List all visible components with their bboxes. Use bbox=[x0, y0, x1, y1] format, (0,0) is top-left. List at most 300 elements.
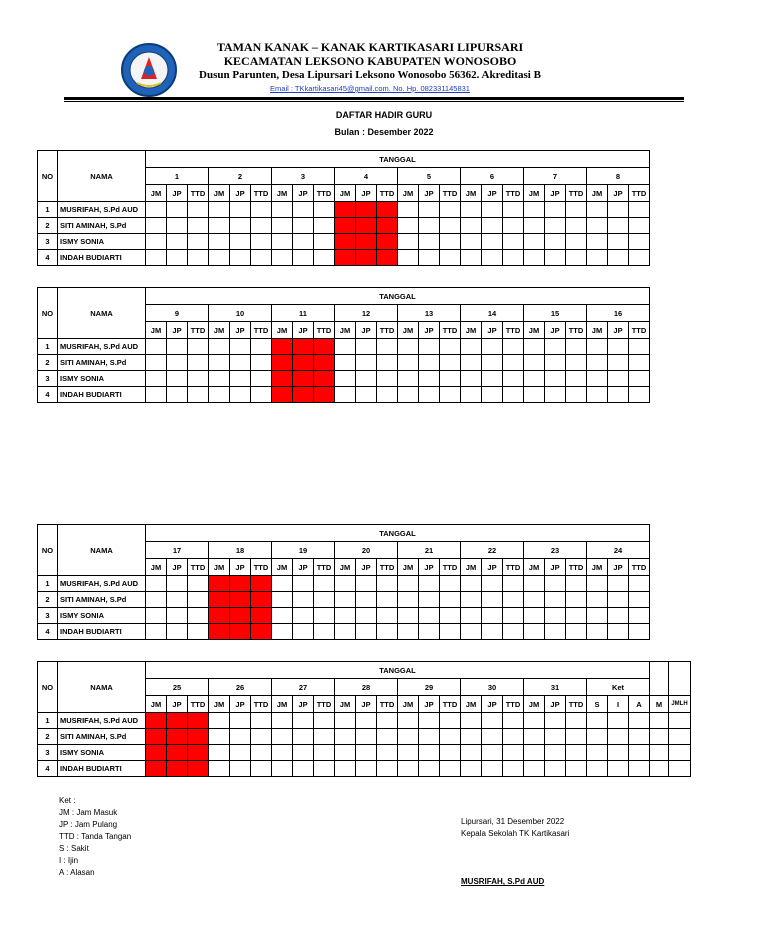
tanggal-header: TANGGAL bbox=[146, 288, 650, 305]
attendance-cell bbox=[545, 624, 566, 640]
subcolumn-label: JM bbox=[461, 559, 482, 576]
subcolumn-label: JP bbox=[230, 559, 251, 576]
attendance-cell bbox=[251, 729, 272, 745]
subcolumn-label: JP bbox=[167, 185, 188, 202]
subcolumn-label: JP bbox=[356, 322, 377, 339]
attendance-cell bbox=[356, 713, 377, 729]
subcolumn-label: JM bbox=[209, 185, 230, 202]
attendance-cell bbox=[167, 371, 188, 387]
attendance-cell bbox=[419, 387, 440, 403]
attendance-cell bbox=[482, 624, 503, 640]
attendance-cell bbox=[272, 745, 293, 761]
teacher-name: MUSRIFAH, S.Pd AUD bbox=[58, 713, 146, 729]
day-number: 15 bbox=[524, 305, 587, 322]
jmlh-header-top bbox=[669, 662, 691, 696]
day-number: 30 bbox=[461, 679, 524, 696]
attendance-cell bbox=[167, 202, 188, 218]
teacher-no: 3 bbox=[38, 608, 58, 624]
subcolumn-label: JP bbox=[167, 696, 188, 713]
attendance-cell bbox=[587, 592, 608, 608]
document-title: DAFTAR HADIR GURU bbox=[335, 110, 433, 120]
attendance-cell bbox=[461, 371, 482, 387]
legend-heading: Ket : bbox=[59, 796, 76, 805]
subcolumn-label: JM bbox=[524, 696, 545, 713]
subcolumn-label: TTD bbox=[566, 322, 587, 339]
subcolumn-label: JM bbox=[587, 185, 608, 202]
holiday-cell bbox=[251, 608, 272, 624]
teacher-name: SITI AMINAH, S.Pd bbox=[58, 592, 146, 608]
attendance-cell bbox=[188, 371, 209, 387]
subcolumn-label: JP bbox=[167, 322, 188, 339]
holiday-cell bbox=[188, 713, 209, 729]
attendance-cell bbox=[209, 218, 230, 234]
attendance-cell bbox=[608, 576, 629, 592]
attendance-cell bbox=[167, 387, 188, 403]
attendance-cell bbox=[356, 729, 377, 745]
holiday-cell bbox=[209, 592, 230, 608]
attendance-cell bbox=[167, 592, 188, 608]
attendance-cell bbox=[419, 234, 440, 250]
holiday-cell bbox=[188, 745, 209, 761]
tanggal-header: TANGGAL bbox=[146, 525, 650, 542]
attendance-cell bbox=[146, 250, 167, 266]
holiday-cell bbox=[209, 624, 230, 640]
attendance-cell bbox=[566, 250, 587, 266]
subcolumn-label: TTD bbox=[503, 185, 524, 202]
attendance-cell bbox=[608, 202, 629, 218]
subcolumn-label: JM bbox=[587, 322, 608, 339]
holiday-cell bbox=[146, 761, 167, 777]
attendance-cell bbox=[146, 339, 167, 355]
attendance-cell bbox=[566, 218, 587, 234]
subcolumn-label: JM bbox=[272, 185, 293, 202]
ket-subcolumn-label: A bbox=[629, 696, 650, 713]
summary-cell bbox=[650, 713, 669, 729]
attendance-cell bbox=[482, 608, 503, 624]
attendance-cell bbox=[524, 339, 545, 355]
subcolumn-label: TTD bbox=[188, 559, 209, 576]
attendance-cell bbox=[314, 202, 335, 218]
attendance-table bbox=[37, 524, 650, 640]
summary-cell bbox=[587, 745, 608, 761]
attendance-cell bbox=[524, 608, 545, 624]
subcolumn-label: JM bbox=[146, 696, 167, 713]
holiday-cell bbox=[356, 250, 377, 266]
attendance-cell bbox=[545, 608, 566, 624]
attendance-cell bbox=[167, 576, 188, 592]
attendance-cell bbox=[146, 371, 167, 387]
attendance-cell bbox=[167, 250, 188, 266]
attendance-cell bbox=[167, 608, 188, 624]
attendance-cell bbox=[335, 624, 356, 640]
attendance-cell bbox=[419, 729, 440, 745]
attendance-cell bbox=[629, 355, 650, 371]
subcolumn-label: JP bbox=[608, 185, 629, 202]
day-number: 8 bbox=[587, 168, 650, 185]
holiday-cell bbox=[356, 202, 377, 218]
no-header: NO bbox=[38, 151, 58, 202]
attendance-cell bbox=[398, 355, 419, 371]
attendance-cell bbox=[503, 250, 524, 266]
teacher-no: 2 bbox=[38, 218, 58, 234]
holiday-cell bbox=[146, 745, 167, 761]
attendance-cell bbox=[188, 339, 209, 355]
attendance-cell bbox=[461, 234, 482, 250]
attendance-cell bbox=[440, 387, 461, 403]
attendance-cell bbox=[629, 624, 650, 640]
teacher-no: 2 bbox=[38, 355, 58, 371]
attendance-cell bbox=[251, 371, 272, 387]
attendance-cell bbox=[398, 745, 419, 761]
attendance-cell bbox=[209, 339, 230, 355]
attendance-cell bbox=[461, 218, 482, 234]
subcolumn-label: TTD bbox=[440, 185, 461, 202]
attendance-cell bbox=[440, 355, 461, 371]
attendance-cell bbox=[482, 576, 503, 592]
attendance-cell bbox=[377, 624, 398, 640]
tanggal-header: TANGGAL bbox=[146, 151, 650, 168]
attendance-cell bbox=[335, 745, 356, 761]
attendance-cell bbox=[440, 761, 461, 777]
attendance-cell bbox=[335, 729, 356, 745]
subcolumn-label: JP bbox=[545, 559, 566, 576]
attendance-cell bbox=[524, 624, 545, 640]
teacher-no: 3 bbox=[38, 234, 58, 250]
attendance-cell bbox=[419, 576, 440, 592]
attendance-cell bbox=[587, 608, 608, 624]
attendance-cell bbox=[587, 624, 608, 640]
attendance-cell bbox=[482, 234, 503, 250]
attendance-cell bbox=[566, 608, 587, 624]
day-number: 17 bbox=[146, 542, 209, 559]
day-number: 29 bbox=[398, 679, 461, 696]
attendance-cell bbox=[398, 624, 419, 640]
subcolumn-label: JM bbox=[524, 559, 545, 576]
attendance-cell bbox=[419, 608, 440, 624]
m-header-top bbox=[650, 662, 669, 696]
attendance-cell bbox=[503, 576, 524, 592]
day-number: 10 bbox=[209, 305, 272, 322]
attendance-cell bbox=[503, 355, 524, 371]
attendance-cell bbox=[482, 339, 503, 355]
attendance-cell bbox=[293, 745, 314, 761]
attendance-cell bbox=[482, 218, 503, 234]
subcolumn-label: JM bbox=[272, 559, 293, 576]
subcolumn-label: TTD bbox=[629, 322, 650, 339]
subcolumn-label: JP bbox=[419, 185, 440, 202]
teacher-no: 4 bbox=[38, 761, 58, 777]
attendance-cell bbox=[629, 608, 650, 624]
attendance-cell bbox=[524, 729, 545, 745]
attendance-cell bbox=[566, 592, 587, 608]
signature-name: MUSRIFAH, S.Pd AUD bbox=[461, 877, 545, 886]
attendance-cell bbox=[524, 371, 545, 387]
holiday-cell bbox=[209, 608, 230, 624]
subcolumn-label: TTD bbox=[629, 185, 650, 202]
subcolumn-label: JM bbox=[272, 322, 293, 339]
teacher-no: 3 bbox=[38, 371, 58, 387]
holiday-cell bbox=[335, 250, 356, 266]
subcolumn-label: TTD bbox=[440, 322, 461, 339]
holiday-cell bbox=[272, 387, 293, 403]
subcolumn-label: JP bbox=[608, 559, 629, 576]
subcolumn-label: TTD bbox=[188, 696, 209, 713]
attendance-cell bbox=[545, 387, 566, 403]
header-row bbox=[38, 288, 650, 305]
attendance-cell bbox=[188, 608, 209, 624]
attendance-cell bbox=[230, 745, 251, 761]
day-number: 26 bbox=[209, 679, 272, 696]
attendance-cell bbox=[251, 745, 272, 761]
attendance-cell bbox=[440, 202, 461, 218]
attendance-cell bbox=[230, 250, 251, 266]
document-subtitle: Bulan : Desember 2022 bbox=[334, 127, 434, 137]
day-number: 13 bbox=[398, 305, 461, 322]
attendance-cell bbox=[524, 761, 545, 777]
attendance-cell bbox=[356, 745, 377, 761]
day-number: 31 bbox=[524, 679, 587, 696]
attendance-cell bbox=[398, 713, 419, 729]
day-number: 21 bbox=[398, 542, 461, 559]
day-number: 19 bbox=[272, 542, 335, 559]
holiday-cell bbox=[251, 592, 272, 608]
day-number: 28 bbox=[335, 679, 398, 696]
subcolumn-label: JP bbox=[608, 322, 629, 339]
teacher-name: INDAH BUDIARTI bbox=[58, 624, 146, 640]
teacher-row bbox=[38, 339, 650, 355]
day-number: 3 bbox=[272, 168, 335, 185]
signature-position: Kepala Sekolah TK Kartikasari bbox=[461, 829, 570, 838]
subcolumn-label: JM bbox=[398, 185, 419, 202]
attendance-cell bbox=[629, 576, 650, 592]
subcolumn-label: JP bbox=[419, 559, 440, 576]
attendance-cell bbox=[566, 371, 587, 387]
attendance-cell bbox=[377, 387, 398, 403]
attendance-cell bbox=[209, 745, 230, 761]
subcolumn-label: TTD bbox=[251, 322, 272, 339]
attendance-table bbox=[37, 150, 650, 266]
subcolumn-label: TTD bbox=[377, 559, 398, 576]
attendance-cell bbox=[251, 355, 272, 371]
attendance-cell bbox=[482, 355, 503, 371]
attendance-cell bbox=[524, 250, 545, 266]
attendance-cell bbox=[398, 592, 419, 608]
attendance-cell bbox=[461, 355, 482, 371]
holiday-cell bbox=[230, 576, 251, 592]
attendance-cell bbox=[524, 234, 545, 250]
attendance-cell bbox=[377, 745, 398, 761]
attendance-cell bbox=[503, 234, 524, 250]
day-number: 5 bbox=[398, 168, 461, 185]
attendance-cell bbox=[587, 202, 608, 218]
attendance-cell bbox=[314, 576, 335, 592]
attendance-cell bbox=[587, 371, 608, 387]
attendance-cell bbox=[440, 729, 461, 745]
subcolumn-label: JP bbox=[293, 696, 314, 713]
subcolumn-label: JM bbox=[335, 322, 356, 339]
attendance-cell bbox=[335, 339, 356, 355]
teacher-row bbox=[38, 371, 650, 387]
attendance-cell bbox=[398, 729, 419, 745]
subcolumn-label: JP bbox=[293, 185, 314, 202]
subcolumn-label: JP bbox=[545, 696, 566, 713]
attendance-cell bbox=[629, 234, 650, 250]
attendance-cell bbox=[251, 250, 272, 266]
summary-cell bbox=[629, 761, 650, 777]
attendance-cell bbox=[608, 371, 629, 387]
attendance-cell bbox=[251, 234, 272, 250]
attendance-cell bbox=[524, 387, 545, 403]
attendance-cell bbox=[293, 576, 314, 592]
attendance-cell bbox=[335, 576, 356, 592]
teacher-no: 1 bbox=[38, 339, 58, 355]
attendance-cell bbox=[524, 713, 545, 729]
holiday-cell bbox=[188, 729, 209, 745]
subcolumn-label: JP bbox=[419, 322, 440, 339]
attendance-cell bbox=[314, 218, 335, 234]
attendance-cell bbox=[272, 592, 293, 608]
attendance-cell bbox=[188, 624, 209, 640]
attendance-cell bbox=[545, 761, 566, 777]
attendance-cell bbox=[440, 339, 461, 355]
subcolumn-label: JM bbox=[209, 559, 230, 576]
nama-header: NAMA bbox=[58, 662, 146, 713]
attendance-cell bbox=[566, 713, 587, 729]
holiday-cell bbox=[167, 761, 188, 777]
teacher-name: SITI AMINAH, S.Pd bbox=[58, 355, 146, 371]
attendance-cell bbox=[293, 761, 314, 777]
attendance-cell bbox=[356, 608, 377, 624]
attendance-cell bbox=[545, 371, 566, 387]
attendance-cell bbox=[230, 387, 251, 403]
attendance-cell bbox=[335, 355, 356, 371]
attendance-cell bbox=[146, 576, 167, 592]
subcolumn-label: JP bbox=[482, 322, 503, 339]
legend-item: I : Ijin bbox=[59, 856, 79, 865]
attendance-cell bbox=[419, 218, 440, 234]
teacher-no: 1 bbox=[38, 576, 58, 592]
attendance-cell bbox=[293, 729, 314, 745]
teacher-no: 3 bbox=[38, 745, 58, 761]
attendance-cell bbox=[608, 218, 629, 234]
attendance-cell bbox=[587, 234, 608, 250]
contact-email-link[interactable]: Email : TKkartikasari45@gmail.com. No. Hp. 082331145831 bbox=[270, 84, 470, 93]
subcolumn-label: JM bbox=[146, 322, 167, 339]
holiday-cell bbox=[272, 371, 293, 387]
teacher-row bbox=[38, 355, 650, 371]
subcolumn-label: TTD bbox=[566, 185, 587, 202]
attendance-cell bbox=[440, 218, 461, 234]
address-line: Dusun Parunten, Desa Lipursari Leksono Wonosobo 56362. Akreditasi B bbox=[199, 69, 541, 81]
attendance-cell bbox=[440, 624, 461, 640]
attendance-cell bbox=[566, 745, 587, 761]
teacher-name: ISMY SONIA bbox=[58, 371, 146, 387]
attendance-cell bbox=[608, 355, 629, 371]
attendance-cell bbox=[419, 339, 440, 355]
attendance-cell bbox=[335, 387, 356, 403]
holiday-cell bbox=[272, 339, 293, 355]
teacher-name: INDAH BUDIARTI bbox=[58, 761, 146, 777]
attendance-cell bbox=[524, 218, 545, 234]
attendance-cell bbox=[503, 713, 524, 729]
summary-cell bbox=[587, 713, 608, 729]
teacher-row bbox=[38, 218, 650, 234]
attendance-cell bbox=[209, 713, 230, 729]
attendance-cell bbox=[461, 624, 482, 640]
day-number: 9 bbox=[146, 305, 209, 322]
attendance-cell bbox=[524, 576, 545, 592]
attendance-cell bbox=[629, 387, 650, 403]
teacher-name: SITI AMINAH, S.Pd bbox=[58, 729, 146, 745]
attendance-cell bbox=[146, 624, 167, 640]
holiday-cell bbox=[377, 234, 398, 250]
subcolumn-label: TTD bbox=[377, 185, 398, 202]
holiday-cell bbox=[167, 729, 188, 745]
attendance-cell bbox=[209, 234, 230, 250]
day-number: 12 bbox=[335, 305, 398, 322]
attendance-cell bbox=[377, 592, 398, 608]
attendance-cell bbox=[272, 713, 293, 729]
attendance-cell bbox=[608, 234, 629, 250]
attendance-cell bbox=[356, 624, 377, 640]
teacher-no: 1 bbox=[38, 713, 58, 729]
attendance-cell bbox=[461, 729, 482, 745]
attendance-cell bbox=[524, 592, 545, 608]
subcolumn-label: TTD bbox=[188, 322, 209, 339]
attendance-cell bbox=[398, 218, 419, 234]
attendance-cell bbox=[230, 371, 251, 387]
attendance-cell bbox=[230, 202, 251, 218]
attendance-cell bbox=[209, 387, 230, 403]
attendance-cell bbox=[482, 371, 503, 387]
attendance-cell bbox=[482, 387, 503, 403]
attendance-cell bbox=[503, 387, 524, 403]
holiday-cell bbox=[314, 355, 335, 371]
attendance-cell bbox=[230, 713, 251, 729]
attendance-cell bbox=[524, 745, 545, 761]
attendance-cell bbox=[566, 761, 587, 777]
teacher-row bbox=[38, 713, 691, 729]
attendance-cell bbox=[503, 371, 524, 387]
attendance-cell bbox=[230, 355, 251, 371]
subcolumn-label: JP bbox=[356, 559, 377, 576]
attendance-cell bbox=[293, 713, 314, 729]
attendance-cell bbox=[209, 729, 230, 745]
attendance-cell bbox=[587, 339, 608, 355]
ket-header: Ket bbox=[587, 679, 650, 696]
holiday-cell bbox=[251, 624, 272, 640]
subcolumn-label: JP bbox=[482, 185, 503, 202]
attendance-cell bbox=[503, 745, 524, 761]
attendance-cell bbox=[293, 218, 314, 234]
attendance-cell bbox=[608, 624, 629, 640]
attendance-cell bbox=[293, 202, 314, 218]
holiday-cell bbox=[377, 202, 398, 218]
subcolumn-label: JM bbox=[587, 559, 608, 576]
attendance-cell bbox=[251, 387, 272, 403]
subcolumn-label: TTD bbox=[188, 185, 209, 202]
holiday-cell bbox=[188, 761, 209, 777]
day-number: 14 bbox=[461, 305, 524, 322]
teacher-name: MUSRIFAH, S.Pd AUD bbox=[58, 202, 146, 218]
summary-cell bbox=[608, 729, 629, 745]
summary-cell bbox=[650, 729, 669, 745]
subcolumn-label: JM bbox=[461, 322, 482, 339]
legend-notes bbox=[59, 795, 131, 879]
attendance-cell bbox=[440, 608, 461, 624]
attendance-cell bbox=[545, 250, 566, 266]
attendance-cell bbox=[146, 234, 167, 250]
